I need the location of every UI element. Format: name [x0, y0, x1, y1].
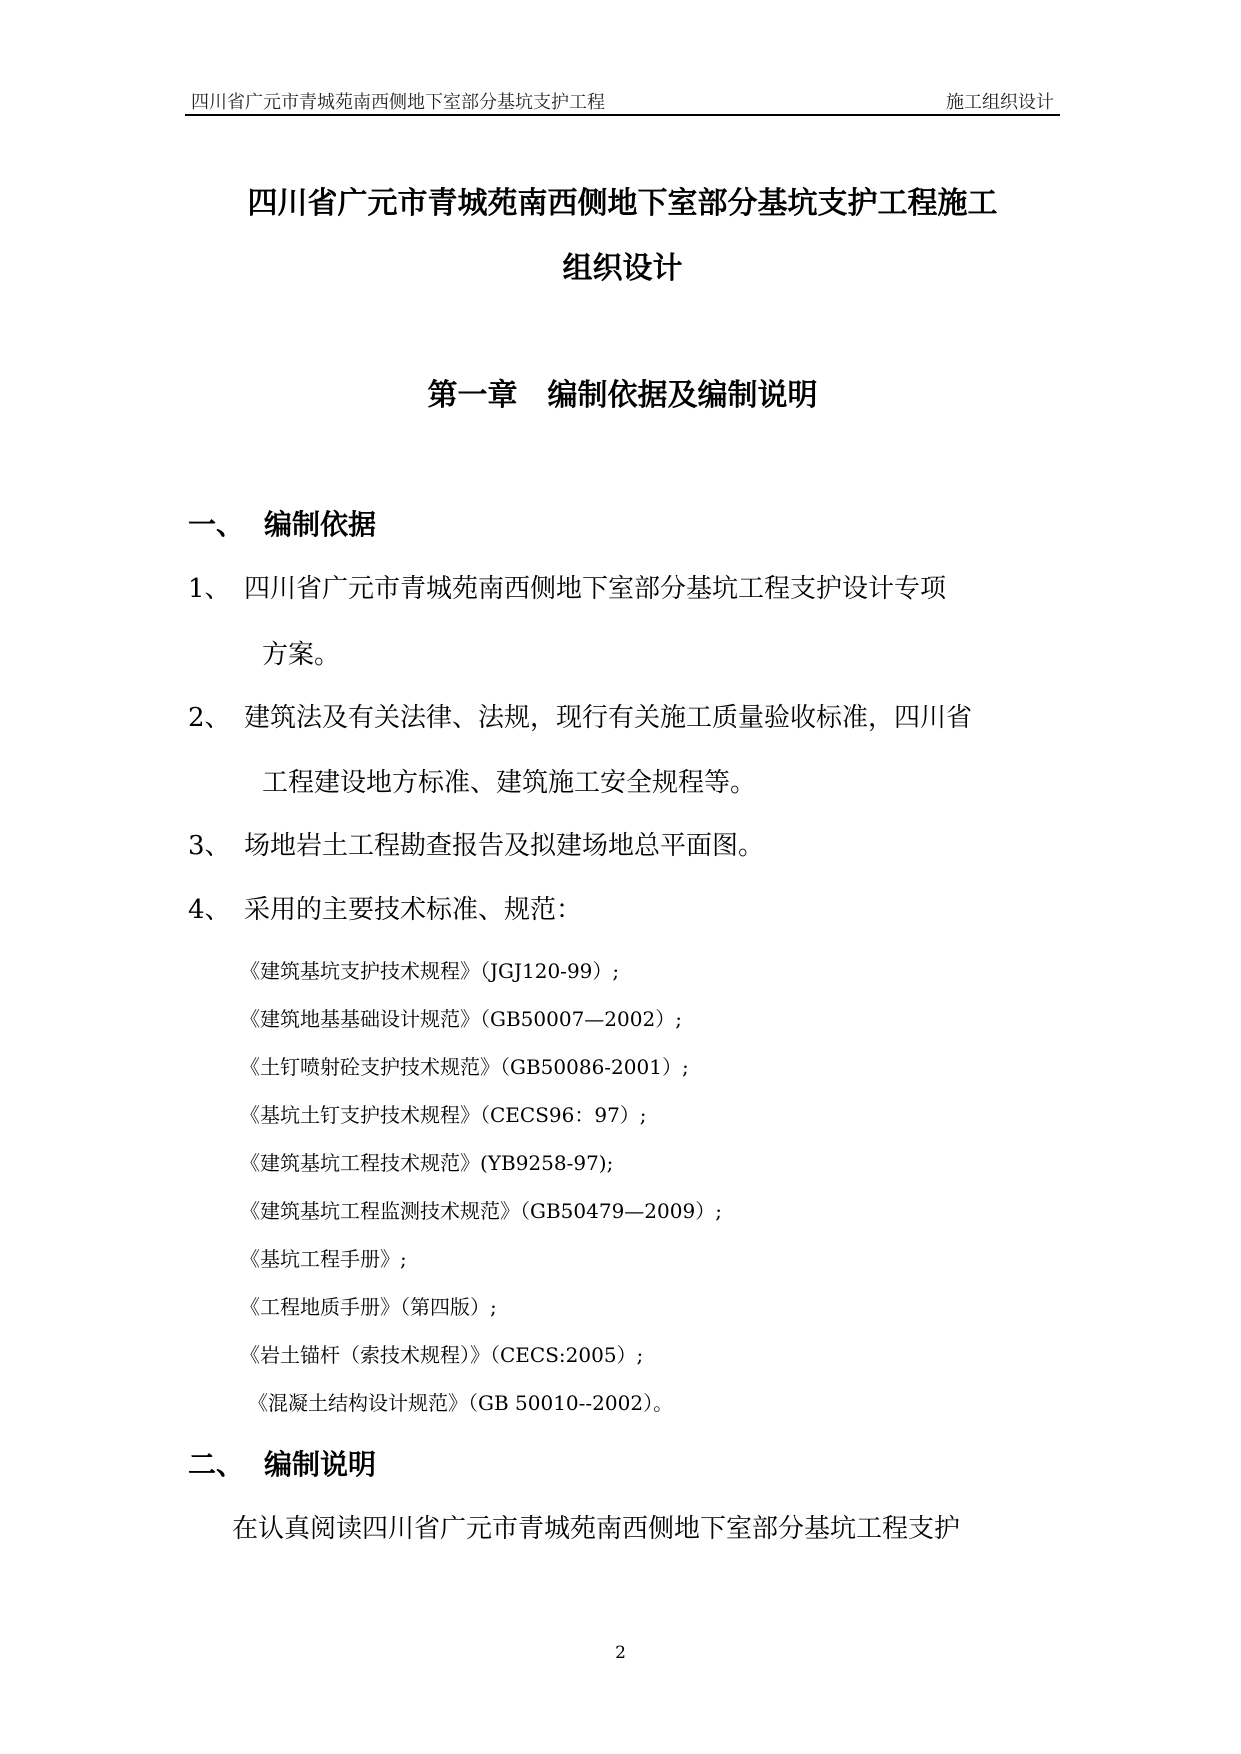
- reference-item: 《工程地质手册》（第四版）;: [240, 1295, 497, 1319]
- body-paragraph: 在认真阅读四川省广元市青城苑南西侧地下室部分基坑工程支护: [232, 1514, 961, 1544]
- document-title-line-1: 四川省广元市青城苑南西侧地下室部分基坑支护工程施工: [247, 186, 998, 221]
- section-heading-1: [188, 503, 376, 543]
- list-item-4: [188, 889, 582, 926]
- section-title: 编制依据: [264, 508, 377, 541]
- reference-item: 《基坑土钉支护技术规程》（CECS96：97）;: [240, 1103, 647, 1127]
- list-item-text: 四川省广元市青城苑南西侧地下室部分基坑工程支护设计专项: [244, 574, 947, 604]
- list-item-text: 采用的主要技术标准、规范：: [244, 895, 583, 925]
- reference-item: 《基坑工程手册》;: [240, 1247, 407, 1271]
- list-item-number: 4、: [188, 895, 231, 925]
- reference-item: 《建筑基坑工程监测技术规范》（GB50479—2009）;: [240, 1199, 722, 1223]
- header-project-name: 四川省广元市青城苑南西侧地下室部分基坑支护工程: [191, 92, 605, 113]
- reference-item: 《土钉喷射砼支护技术规范》（GB50086-2001）;: [240, 1055, 689, 1079]
- page-number: 2: [615, 1643, 626, 1663]
- header-document-type: 施工组织设计: [946, 92, 1054, 113]
- list-item-2: [188, 697, 972, 734]
- list-item-1-continuation: 方案。: [262, 640, 341, 670]
- list-item-text: 建筑法及有关法律、法规，现行有关施工质量验收标准，四川省: [244, 703, 973, 733]
- list-item-2-continuation: 工程建设地方标准、建筑施工安全规程等。: [262, 768, 757, 798]
- reference-item: 《建筑基坑工程技术规范》(YB9258-97);: [240, 1151, 614, 1175]
- document-title-line-2: 组织设计: [562, 251, 683, 286]
- list-item-number: 3、: [188, 831, 231, 861]
- section-heading-2: [188, 1443, 376, 1483]
- list-item-number: 1、: [188, 574, 231, 604]
- reference-item: 《岩土锚杆（索技术规程）》（CECS:2005）;: [240, 1343, 644, 1367]
- list-item-1: [188, 568, 946, 605]
- running-header: [185, 88, 1060, 116]
- reference-item: 《混凝土结构设计规范》（GB 50010--2002）。: [248, 1391, 674, 1415]
- header-divider: [185, 114, 1060, 116]
- reference-item: 《建筑地基基础设计规范》（GB50007—2002）;: [240, 1007, 682, 1031]
- list-item-number: 2、: [188, 703, 231, 733]
- section-title: 编制说明: [264, 1448, 377, 1481]
- section-number: 二、: [188, 1448, 245, 1481]
- section-number: 一、: [188, 508, 245, 541]
- reference-item: 《建筑基坑支护技术规程》（JGJ120-99）;: [240, 959, 620, 983]
- chapter-heading: 第一章 编制依据及编制说明: [427, 378, 818, 413]
- list-item-3: [188, 825, 764, 862]
- list-item-text: 场地岩土工程勘查报告及拟建场地总平面图。: [244, 831, 765, 861]
